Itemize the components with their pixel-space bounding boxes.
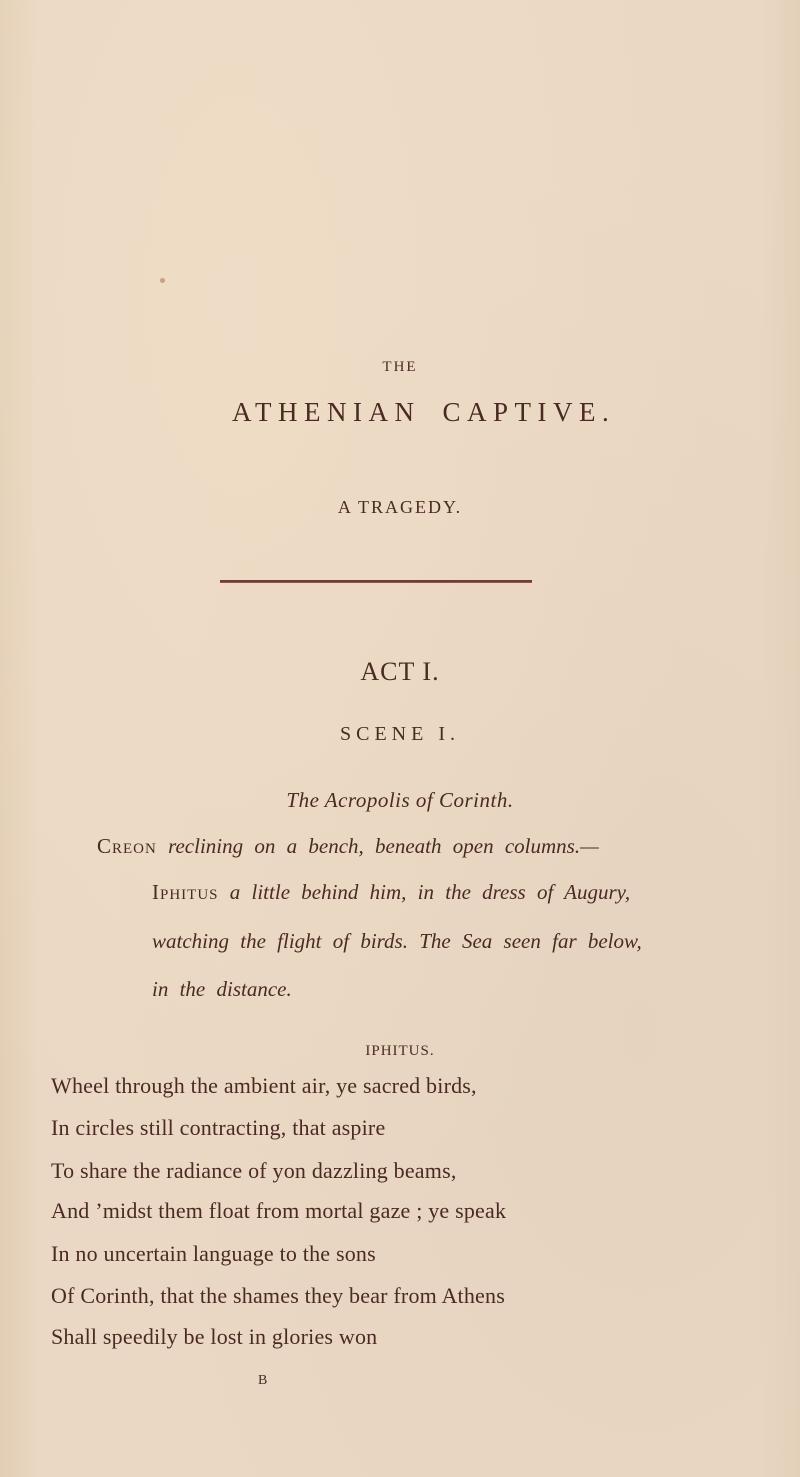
signature-mark: B <box>258 1373 268 1388</box>
verse-line: Wheel through the ambient air, ye sacred birds, <box>51 1073 477 1098</box>
scene-heading: SCENE I. <box>340 723 460 745</box>
character-name-creon: Creon <box>97 834 157 858</box>
paper-blemish <box>160 278 165 283</box>
verse-line: To share the radiance of yon dazzling beams, <box>51 1158 457 1183</box>
play-subtitle: A TRAGEDY. <box>337 497 463 517</box>
title-article: THE <box>382 359 418 375</box>
stage-direction-text: reclining on a bench, beneath open columns.— <box>168 834 599 858</box>
verse-line: In no uncertain language to the sons <box>51 1241 376 1266</box>
title-divider-rule <box>220 580 532 583</box>
act-heading: ACT I. <box>360 657 440 686</box>
title-word-athenian: ATHENIAN <box>232 397 421 427</box>
character-name-iphitus: Iphitus <box>152 880 219 904</box>
speaker-name: IPHITUS. <box>365 1043 435 1059</box>
verse-line: Shall speedily be lost in glories won <box>51 1324 378 1349</box>
stage-direction-line <box>97 834 599 859</box>
stage-direction-line <box>152 880 630 905</box>
scene-location: The Acropolis of Corinth. <box>286 788 514 812</box>
verse-line: And ’midst them float from mortal gaze ; ye speak <box>51 1198 507 1223</box>
title-word-captive: CAPTIVE. <box>442 397 616 427</box>
verse-line: In circles still contracting, that aspire <box>51 1115 386 1140</box>
stage-direction-text: a little behind him, in the dress of Augury, <box>229 880 631 904</box>
play-title <box>232 397 615 428</box>
stage-direction-line: watching the flight of birds. The Sea seen far below, <box>152 929 642 953</box>
stage-direction-line: in the distance. <box>152 977 292 1001</box>
verse-line: Of Corinth, that the shames they bear from Athens <box>51 1283 505 1308</box>
